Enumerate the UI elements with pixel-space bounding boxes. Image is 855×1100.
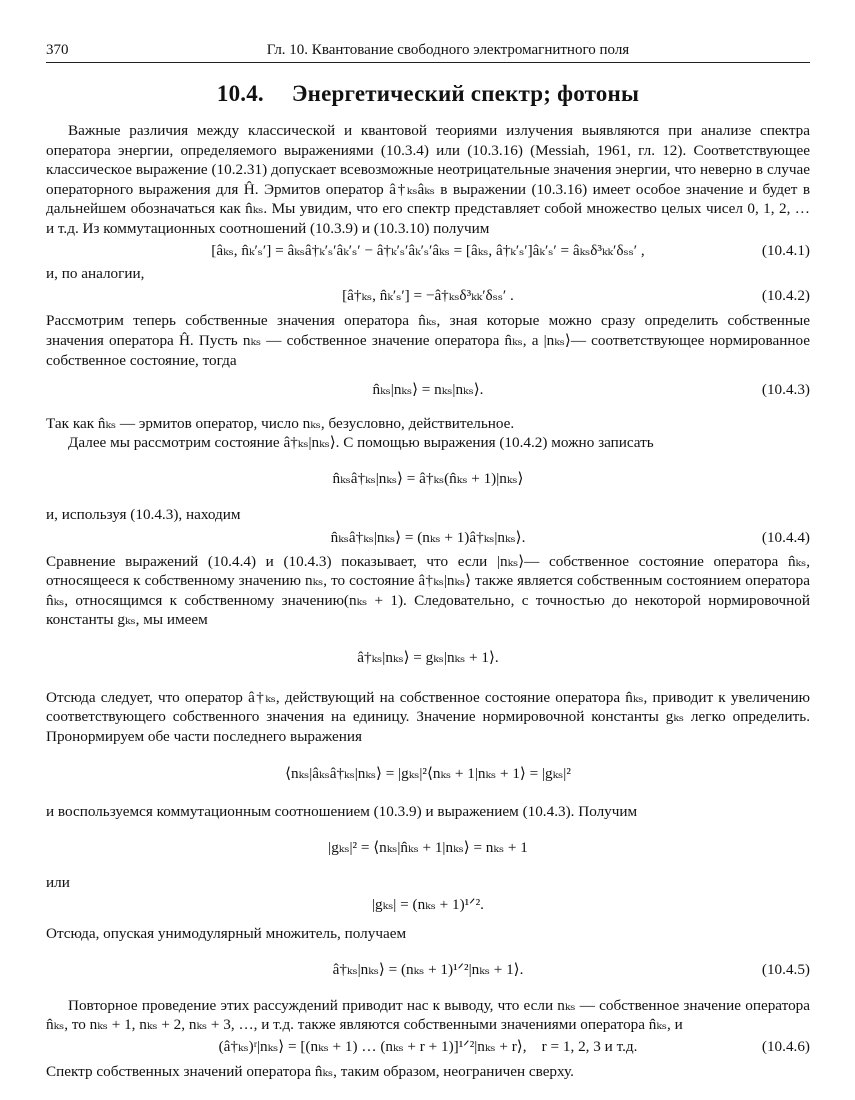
equation-body: [âₖₛ, n̂ₖ′ₛ′] = âₖₛâ†ₖ′ₛ′âₖ′ₛ′ − â†ₖ′ₛ′âₖ′ₛ′âₖₛ = [âₖₛ, â†ₖ′ₛ′]âₖ′ₛ′ = âₖₛδ³ₖₖ′δₛₛ′ , [211,241,645,259]
paragraph: Далее мы рассмотрим состояние â†ₖₛ|nₖₛ⟩. С помощью выражения (10.4.2) можно записать [68,434,654,452]
paragraph: Так как n̂ₖₛ — эрмитов оператор, число nₖₛ, безусловно, действительное. [46,414,515,432]
paragraph: Повторное проведение этих рассуждений приводит нас к выводу, что если nₖₛ — собственное значение оператора n̂ₖₛ, то nₖₛ + 1, nₖₛ + 2, nₖₛ + 3, …, и т.д. также являются собственными значениями оператора n̂ₖₛ, и [46,996,810,1034]
paragraph: и воспользуемся коммутационным соотношением (10.3.9) и выражением (10.4.3). Получим [46,803,638,821]
equation-body: |gₖₛ|² = ⟨nₖₛ|n̂ₖₛ + 1|nₖₛ⟩ = nₖₛ + 1 [328,838,528,856]
equation-unnumbered [46,648,810,668]
equation-body: ⟨nₖₛ|âₖₛâ†ₖₛ|nₖₛ⟩ = |gₖₛ|²⟨nₖₛ + 1|nₖₛ + 1⟩ = |gₖₛ|² [285,765,571,783]
paragraph: Сравнение выражений (10.4.4) и (10.4.3) показывает, что если |nₖₛ⟩— собственное состояние оператора n̂ₖₛ, относящееся к собственному значению nₖₛ, то состояние â†ₖₛ|nₖₛ⟩ также является собственным состоянием оператора n̂ₖₛ, относящимся к собственному значению(nₖₛ + 1). Следовательно, с точностью до некоторой нормировочной константы gₖₛ, мы имеем [46,552,810,629]
equation-tag: (10.4.3) [761,381,810,399]
paragraph: и, по аналогии, [46,265,145,283]
running-title: Гл. 10. Квантование свободного электромагнитного поля [266,42,630,58]
equation-unnumbered [46,469,810,489]
section-heading [46,81,810,107]
equation-body: [â†ₖₛ, n̂ₖ′ₛ′] = −â†ₖₛδ³ₖₖ′δₛₛ′ . [342,286,514,304]
equation-10-4-5 [46,960,810,980]
paragraph: Спектр собственных значений оператора n̂ₖₛ, таким образом, неограничен сверху. [46,1063,574,1081]
equation-body: n̂ₖₛâ†ₖₛ|nₖₛ⟩ = â†ₖₛ(n̂ₖₛ + 1)|nₖₛ⟩ [332,469,524,487]
equation-tag: (10.4.2) [761,286,810,304]
paragraph: Отсюда следует, что оператор â†ₖₛ, действующий на собственное состояние оператора n̂ₖₛ, приводит к увеличению соответствующего собственного значения на единицу. Значение нормировочной константы gₖₛ легко определить. Пронормируем обе части последнего выражения [46,688,810,745]
equation-10-4-4 [46,528,810,548]
equation-unnumbered [46,764,810,784]
section-title: Энергетический спектр; фотоны [291,81,640,106]
equation-tag: (10.4.6) [761,1037,810,1055]
paragraph: или [46,874,70,892]
section-number: 10.4. [216,81,264,106]
paragraph: Важные различия между классической и квантовой теориями излучения выявляются при анализе спектра оператора энергии, определяемого выражениями (10.3.4) или (10.3.16) (Messiah, 1961, гл. 12). Соответствующее классическое выражение (10.2.31) допускает всевозможные неотрицательные значения энергии, что неверно в случае операторного выражения для Ĥ. Эрмитов оператор â†ₖₛâₖₛ в выражении (10.3.16) имеет особое значение и будет в дальнейшем обозначаться как n̂ₖₛ. Мы увидим, что его спектр представляет собой множество целых чисел 0, 1, 2, … и т.д. Из коммутационных соотношений (10.3.9) и (10.3.10) получим [46,122,810,237]
paragraph: Рассмотрим теперь собственные значения оператора n̂ₖₛ, зная которые можно сразу определить собственные значения оператора Ĥ. Пусть nₖₛ — собственное значение оператора n̂ₖₛ, а |nₖₛ⟩— соответствующее нормированное собственное состояние, тогда [46,312,810,369]
equation-tag: (10.4.5) [761,961,810,978]
paragraph: и, используя (10.4.3), находим [46,505,241,523]
equation-unnumbered [46,838,810,858]
equation-10-4-1 [46,241,810,261]
equation-tag: (10.4.4) [761,529,810,547]
paragraph: Отсюда, опуская унимодулярный множитель, получаем [46,925,407,943]
equation-body: |gₖₛ| = (nₖₛ + 1)¹ᐟ². [372,895,484,913]
equation-tag: (10.4.1) [761,241,810,259]
running-header [46,40,810,63]
equation-10-4-3 [46,380,810,400]
equation-10-4-6 [46,1037,810,1057]
equation-body: â†ₖₛ|nₖₛ⟩ = (nₖₛ + 1)¹ᐟ²|nₖₛ + 1⟩. [332,961,524,978]
equation-unnumbered [46,895,810,915]
equation-body: â†ₖₛ|nₖₛ⟩ = gₖₛ|nₖₛ + 1⟩. [357,649,499,667]
equation-body: n̂ₖₛ|nₖₛ⟩ = nₖₛ|nₖₛ⟩. [372,381,484,399]
equation-body: (â†ₖₛ)ʳ|nₖₛ⟩ = [(nₖₛ + 1) … (nₖₛ + r + 1)]¹ᐟ²|nₖₛ + r⟩, r = 1, 2, 3 и т.д. [218,1037,638,1055]
equation-10-4-2 [46,286,810,306]
equation-body: n̂ₖₛâ†ₖₛ|nₖₛ⟩ = (nₖₛ + 1)â†ₖₛ|nₖₛ⟩. [330,529,526,547]
page-number: 370 [46,42,69,58]
page [46,40,810,1082]
